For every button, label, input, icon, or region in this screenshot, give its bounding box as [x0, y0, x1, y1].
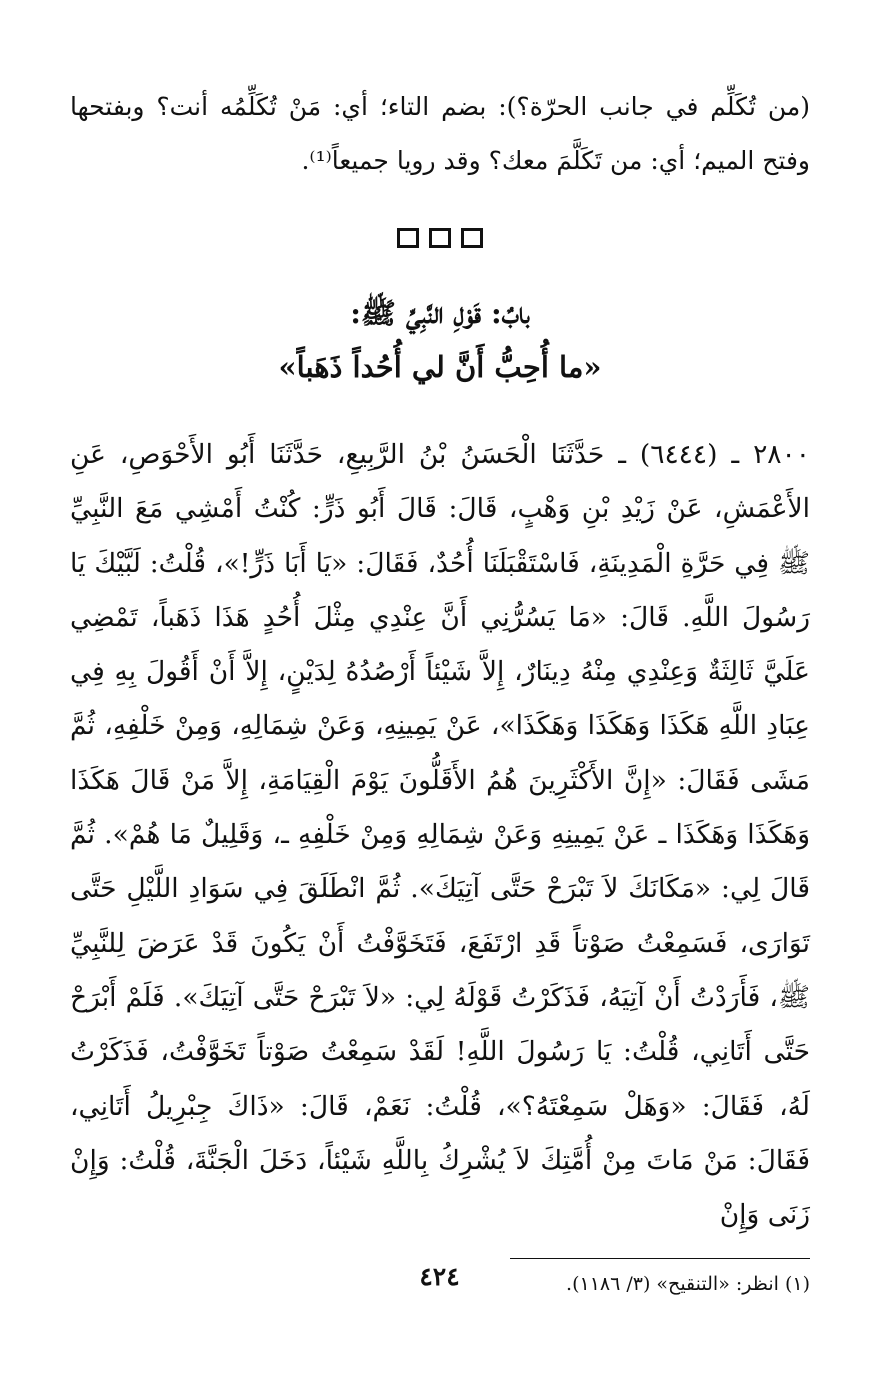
hadith-text: ٢٨٠٠ ـ (٦٤٤٤) ـ حَدَّثَنَا الْحَسَنُ بْنُ الرَّبِيعِ، حَدَّثَنَا أَبُو الأَحْوَصِ، عَنِ الأَعْمَشِ، عَنْ زَيْدِ بْنِ وَهْبٍ، قَالَ: قَالَ أَبُو ذَرٍّ: كُنْتُ أَمْشِي مَعَ النَّبِيِّ ﷺ فِي حَرَّةِ الْمَدِينَةِ، فَاسْتَقْبَلَنَا أُحُدٌ، فَقَالَ: «يَا أَبَا ذَرٍّ!»، قُلْتُ: لَبَّيْكَ يَا رَسُولَ اللَّهِ. قَالَ: «مَا يَسُرُّنِي أَنَّ عِنْدِي مِثْلَ أُحُدٍ هَذَا ذَهَباً، تَمْضِي عَلَيَّ ثَالِثَةٌ وَعِنْدِي مِنْهُ دِينَارٌ، إِلاَّ شَيْئاً أَرْصُدُهُ لِدَيْنٍ، إِلاَّ أَنْ أَقُولَ بِهِ فِي عِبَادِ اللَّهِ هَكَذَا وَهَكَذَا وَهَكَذَا»، عَنْ يَمِينِهِ، وَعَنْ شِمَالِهِ، وَمِنْ خَلْفِهِ، ثُمَّ مَشَى فَقَالَ: «إِنَّ الأَكْثَرِينَ هُمُ الأَقَلُّونَ يَوْمَ الْقِيَامَةِ، إِلاَّ مَنْ قَالَ هَكَذَا وَهَكَذَا وَهَكَذَا ـ عَنْ يَمِينِهِ وَعَنْ شِمَالِهِ وَمِنْ خَلْفِهِ ـ، وَقَلِيلٌ مَا هُمْ». ثُمَّ قَالَ لِي: «مَكَانَكَ لاَ تَبْرَحْ حَتَّى آتِيَكَ». ثُمَّ انْطَلَقَ فِي سَوَادِ اللَّيْلِ حَتَّى تَوَارَى، فَسَمِعْتُ صَوْتاً قَدِ ارْتَفَعَ، فَتَخَوَّفْتُ أَنْ يَكُونَ قَدْ عَرَضَ لِلنَّبِيِّ ﷺ، فَأَرَدْتُ أَنْ آتِيَهُ، فَذَكَرْتُ قَوْلَهُ لِي: «لاَ تَبْرَحْ حَتَّى آتِيَكَ». فَلَمْ أَبْرَحْ حَتَّى أَتَانِي، قُلْتُ: يَا رَسُولَ اللَّهِ! لَقَدْ سَمِعْتُ صَوْتاً تَخَوَّفْتُ، فَذَكَرْتُ لَهُ، فَقَالَ: «وَهَلْ سَمِعْتَهُ؟»، قُلْتُ: نَعَمْ، قَالَ: «ذَاكَ جِبْرِيلُ أَتَانِي، فَقَالَ: مَنْ مَاتَ مِنْ أُمَّتِكَ لاَ يُشْرِكُ بِاللَّهِ شَيْئاً، دَخَلَ الْجَنَّةَ، قُلْتُ: وَإِنْ زَنَى وَإِنْ [70, 439, 810, 1231]
page-content [70, 80, 810, 1299]
page-number: ٤٢٤ [419, 1262, 460, 1291]
separator-square-icon [429, 228, 451, 248]
separator-square-icon [397, 228, 419, 248]
top-paragraph: (من تُكَلِّم في جانب الحرّة؟): بضم التاء؛ أي: مَنْ تُكَلِّمُه أنت؟ وبفتحها وفتح الميم؛ أي: من تَكَلَّمَ معك؟ وقد رويا جميعاً⁽¹⁾. [70, 92, 810, 175]
chapter-heading [70, 286, 810, 394]
separator-square-icon [461, 228, 483, 248]
chapter-subtitle: «ما أُحِبُّ أَنَّ لي أُحُداً ذَهَباً» [278, 350, 602, 384]
footnote-divider [510, 1258, 810, 1259]
section-separator [70, 228, 810, 254]
chapter-title: بابٌ: قَوْلِ النَّبِيِّ ﷺ: [350, 296, 530, 330]
footnote: (١) انظر: «التنقيح» (٣/ ١١٨٦). [566, 1273, 810, 1296]
